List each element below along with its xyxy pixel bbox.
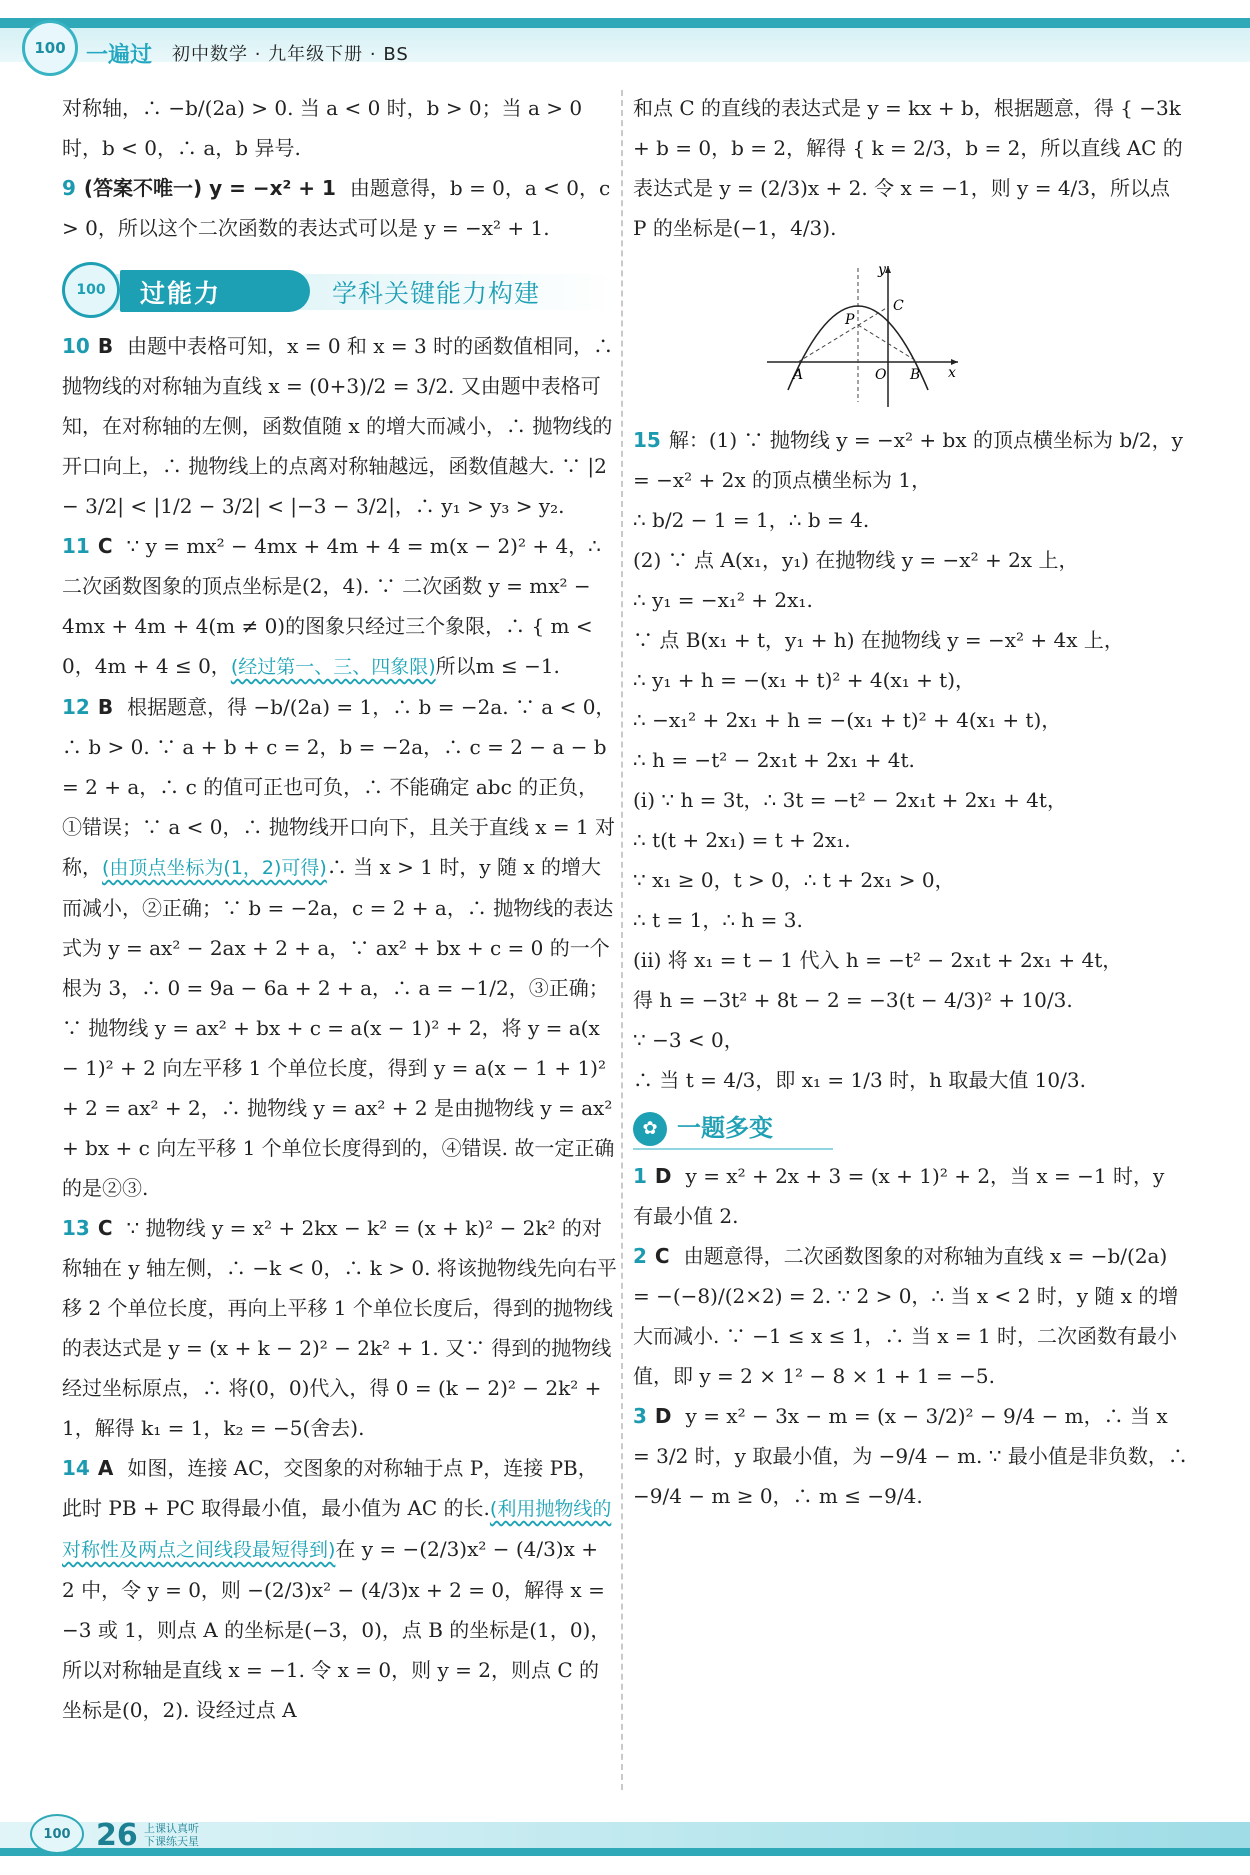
y-axis-label: y <box>878 262 886 278</box>
solution-line: (ii) 将 x₁ = t − 1 代入 h = −t² − 2x₁t + 2x₁ + 4t， <box>633 948 1123 972</box>
question-number: 3 <box>633 1404 647 1428</box>
answer: D <box>654 1404 672 1428</box>
parabola-graph <box>763 262 963 412</box>
question-10 <box>62 326 617 526</box>
paragraph-continuation: 对称轴，∴ −b/(2a) > 0. 当 a < 0 时，b > 0；当 a > 0 时，b < 0，∴ a，b 异号. <box>62 96 583 160</box>
solution-line: ∴ t(t + 2x₁) = t + 2x₁. <box>633 828 851 852</box>
logo-text: 100 <box>34 39 66 57</box>
question-number: 14 <box>62 1456 90 1480</box>
solution-line: ∴ y₁ = −x₁² + 2x₁. <box>633 588 813 612</box>
answer: C <box>97 534 113 558</box>
page-number: 26 <box>96 1818 138 1853</box>
solution-line: (i) ∵ h = 3t，∴ 3t = −t² − 2x₁t + 2x₁ + 4t， <box>633 788 1067 812</box>
question-text: y = x² − 3x − m = (x − 3/2)² − 9/4 − m，∴ 当 x = 3/2 时，y 取最小值，为 −9/4 − m. ∵ 最小值是非负数，∴ −9/4 − m ≥ 0，∴ m ≤ −9/4. <box>633 1404 1188 1508</box>
solution-line: ∴ y₁ + h = −(x₁ + t)² + 4(x₁ + t)， <box>633 668 976 692</box>
answer: B <box>97 334 114 358</box>
question-text: y = x² + 2x + 3 = (x + 1)² + 2，当 x = −1 时，y 有最小值 2. <box>633 1164 1165 1228</box>
solution-line: 解：(1) ∵ 抛物线 y = −x² + bx 的顶点横坐标为 b/2，y = −x² + 2x 的顶点横坐标为 1， <box>633 428 1183 492</box>
flower-icon: ✿ <box>633 1112 667 1146</box>
solution-line: (2) ∵ 点 A(x₁，y₁) 在抛物线 y = −x² + 2x 上， <box>633 548 1079 572</box>
footer-slogan <box>144 1822 199 1848</box>
question-number: 15 <box>633 428 661 452</box>
question-9 <box>62 168 617 248</box>
solution-line: ∵ 点 B(x₁ + t，y₁ + h) 在抛物线 y = −x² + 4x 上， <box>633 628 1124 652</box>
solution-line: ∴ 当 t = 4/3，即 x₁ = 1/3 时，h 取最大值 10/3. <box>633 1068 1086 1092</box>
question-15 <box>633 420 1188 1100</box>
solution-line: 得 h = −3t² + 8t − 2 = −3(t − 4/3)² + 10/3. <box>633 988 1073 1012</box>
annotation-note: (由顶点坐标为(1，2)可得) <box>102 857 327 879</box>
question-text: 如图，连接 AC，交图象的对称轴于点 P，连接 PB，此时 PB + PC 取得最小值，最小值为 AC 的长. <box>62 1456 598 1520</box>
question-number: 9 <box>62 176 76 200</box>
point-c-label: C <box>893 298 904 314</box>
point-p-label: P <box>845 312 855 328</box>
answer: D <box>654 1164 672 1188</box>
question-13 <box>62 1208 617 1448</box>
point-b-label: B <box>910 367 921 383</box>
variant-2 <box>633 1236 1188 1396</box>
question-text: 由题中表格可知，x = 0 和 x = 3 时的函数值相同，∴ 抛物线的对称轴为直线 x = (0+3)/2 = 3/2. 又由题中表格可知，在对称轴的左侧，函数值随 x 的增大而减小，∴ 抛物线的开口向上，∴ 抛物线上的点离对称轴越远，函数值越大. ∵ |2 − 3/2| < |1/2 − 3/2| < |−3 − 3/2|，∴ y₁ > y₃ > y₂. <box>62 334 614 518</box>
answer: (答案不唯一) y = −x² + 1 <box>83 176 336 200</box>
question-number: 10 <box>62 334 90 358</box>
banner-subtitle: 学科关键能力构建 <box>332 279 541 308</box>
solution-line: ∴ h = −t² − 2x₁t + 2x₁ + 4t. <box>633 748 915 772</box>
logo <box>22 20 78 76</box>
question-number: 2 <box>633 1244 647 1268</box>
section-banner <box>62 262 617 318</box>
point-a-label: A <box>793 367 804 383</box>
paragraph-continuation: 和点 C 的直线的表达式是 y = kx + b，根据题意，得 { −3k + b = 0，b = 2，解得 { k = 2/3，b = 2，所以直线 AC 的表达式是 y = (2/3)x + 2. 令 x = −1，则 y = 4/3，所以点 P 的坐标是(−1，4/3). <box>633 96 1183 240</box>
question-14 <box>62 1448 617 1730</box>
point-o-label: O <box>875 367 887 383</box>
banner-badge-icon: 100 <box>62 262 120 318</box>
question-number: 11 <box>62 534 90 558</box>
question-number: 12 <box>62 695 90 719</box>
question-text: 根据题意，得 −b/(2a) = 1，∴ b = −2a. ∵ a < 0，∴ b > 0. ∵ a + b + c = 2，b = −2a，∴ c = 2 − a − b = 2 + a，∴ c 的值可正也可负，∴ 不能确定 abc 的正负，①错误；∵ a < 0，∴ 抛物线开口向下，且关于直线 x = 1 对称， <box>62 695 616 879</box>
question-tail: 所以m ≤ −1. <box>435 654 560 678</box>
slogan-line-1: 上课认真听 <box>144 1822 199 1835</box>
variant-1 <box>633 1156 1188 1236</box>
column-divider <box>621 90 623 1790</box>
variant-section-title: 一题多变 <box>677 1114 773 1142</box>
annotation-note: (经过第一、三、四象限) <box>230 656 436 678</box>
answer: A <box>97 1456 114 1480</box>
course-title: 初中数学 · 九年级下册 · BS <box>172 44 409 65</box>
question-text-cont: 在 y = −(2/3)x² − (4/3)x + 2 中，令 y = 0，则 −(2/3)x² − (4/3)x + 2 = 0，解得 x = −3 或 1，则点 A 的坐标是(−3，0)，点 B 的坐标是(1，0)，所以对称轴是直线 x = −1. 令 x = 0，则 y = 2，则点 C 的坐标是(0，2). 设经过点 A <box>62 1537 611 1722</box>
question-text-cont: ∴ 当 x > 1 时，y 随 x 的增大而减小，②正确；∵ b = −2a，c = 2 + a，∴ 抛物线的表达式为 y = ax² − 2ax + 2 + a，∵ ax² + bx + c = 0 的一个根为 3，∴ 0 = 9a − 6a + 2 + a，∴ a = −1/2，③正确；∵ 抛物线 y = ax² + bx + c = a(x − 1)² + 2，将 y = a(x − 1)² + 2 向左平移 1 个单位长度，得到 y = a(x − 1 + 1)² + 2 = ax² + 2，∴ 抛物线 y = ax² + 2 是由抛物线 y = ax² + bx + c 向左平移 1 个单位长度得到的，④错误. 故一定正确的是②③. <box>62 855 615 1200</box>
variant-3 <box>633 1396 1188 1516</box>
answer: B <box>97 695 114 719</box>
solution-line: ∴ −x₁² + 2x₁ + h = −(x₁ + t)² + 4(x₁ + t)， <box>633 708 1062 732</box>
annotation-note: (利用抛物线的对称性及两点之间线段最短得到) <box>62 1498 612 1561</box>
slogan-line-2: 下课练天星 <box>144 1835 199 1848</box>
banner-title: 过能力 <box>140 279 222 308</box>
question-number: 13 <box>62 1216 90 1240</box>
answer: C <box>97 1216 113 1240</box>
segment-ac <box>798 307 888 362</box>
footer-logo: 100 <box>30 1814 84 1854</box>
solution-line: ∴ t = 1，∴ h = 3. <box>633 908 803 932</box>
right-column <box>633 88 1188 1516</box>
solution-line: ∴ b/2 − 1 = 1，∴ b = 4. <box>633 508 870 532</box>
x-axis-label: x <box>948 365 956 381</box>
question-text: 由题意得，b = 0，a < 0，c > 0，所以这个二次函数的表达式可以是 y = −x² + 1. <box>62 176 611 240</box>
brand-title: 一遍过 <box>86 43 153 68</box>
question-number: 1 <box>633 1164 647 1188</box>
question-text: ∵ y = mx² − 4mx + 4m + 4 = m(x − 2)² + 4，∴ 二次函数图象的顶点坐标是(2，4). ∵ 二次函数 y = mx² − 4mx + 4m + 4(m ≠ 0)的图象只经过三个象限，∴ { m < 0，4m + 4 ≤ 0， <box>62 534 601 678</box>
question-11 <box>62 526 617 687</box>
variant-section-header <box>633 1106 1188 1152</box>
solution-line: ∵ x₁ ≥ 0，t > 0，∴ t + 2x₁ > 0， <box>633 868 955 892</box>
question-text: ∵ 抛物线 y = x² + 2kx − k² = (x + k)² − 2k² 的对称轴在 y 轴左侧，∴ −k < 0，∴ k > 0. 将该抛物线先向右平移 2 个单位长度，再向上平移 1 个单位长度后，得到的抛物线的表达式是 y = (x + k − 2)² − 2k² + 1. 又∵ 得到的抛物线经过坐标原点，∴ 将(0，0)代入，得 0 = (k − 2)² − 2k² + 1，解得 k₁ = 1，k₂ = −5(舍去). <box>62 1216 617 1440</box>
question-12 <box>62 687 617 1208</box>
solution-line: ∵ −3 < 0， <box>633 1028 744 1052</box>
left-column <box>62 88 617 1730</box>
answer: C <box>654 1244 670 1268</box>
question-text: 由题意得，二次函数图象的对称轴为直线 x = −b/(2a) = −(−8)/(2×2) = 2. ∵ 2 > 0，∴ 当 x < 2 时，y 随 x 的增大而减小. ∵ −1 ≤ x ≤ 1，∴ 当 x = 1 时，二次函数有最小值，即 y = 2 × 1² − 8 × 1 + 1 = −5. <box>633 1244 1179 1388</box>
